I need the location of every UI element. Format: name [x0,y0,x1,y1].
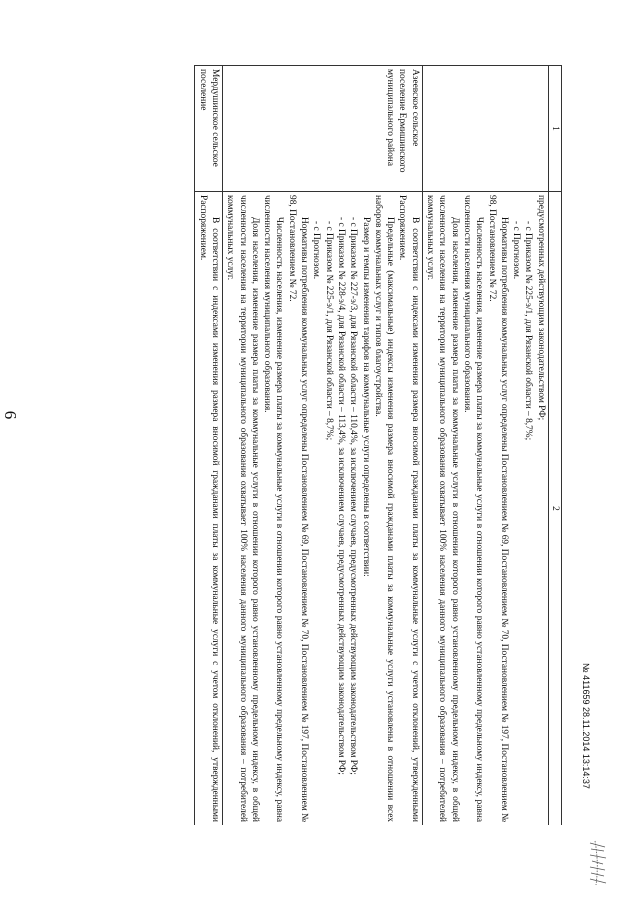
municipal-tariff-table [194,65,562,825]
table-header-row [548,66,561,826]
paragraph: Доля населения, изменение размера платы за коммунальные услуги в отношении которого равно установленному предельному индексу, в общей численности населения на территории муниципального образования охватывает 100% населения данного муниципального образования – потребителей коммунальных услуг. [225,195,260,822]
page-number: 6 [1,410,20,420]
paragraph: В соответствии с индексами изменения размера вносимой гражданами платы за коммунальные услуги с учетом отклонений, утвержденными Распоряжением. [197,195,220,822]
description-cell [422,192,548,826]
rotated-content [42,65,562,825]
paragraph: Размер и темпы изменения тарифов на коммунальные услуги определены в соответствии: [360,217,371,577]
paragraph: - с Приказом № 225-э/1, для Рязанской области – 8,7%; [323,221,334,441]
paragraph: - с Приказом № 228-э/4, для Рязанской области – 113,4%, за исключением случаев, предусмотренных действующим законодательством РФ; [335,217,346,775]
description-cell [222,192,422,826]
document-footer [581,623,621,893]
table-row [195,66,223,826]
signature-stamp [587,839,609,887]
document-id: № 411659 28.11.2014 13:14:37 [581,663,591,789]
paragraph: Численность населения, изменение размера платы за коммунальные услуги в отношении которого равно установленному предельному индексу, равна численности населения муниципального образования. [262,195,285,822]
header-col-2: 2 [548,192,561,826]
header-col-1: 1 [548,66,561,192]
description-cell [195,192,223,826]
paragraph: - с Прогнозом. [511,221,522,280]
municipality-cell [422,66,548,192]
paragraph: Нормативы потребления коммунальных услуг определены Постановлением № 69, Постановлением № 70, Постановлением № 197, Постановлением № 98, Постановлением № 72. [286,195,310,822]
municipality-cell: Мердушинское сельское поселение [195,66,223,192]
paragraph: Доля населения, изменение размера платы за коммунальные услуги в отношении которого равно установленному предельному индексу, в общей численности населения на территории муниципального образования охватывает 100% населения данного муниципального образования – потребителей коммунальных услуг. [425,195,460,822]
table-row [222,66,422,826]
paragraph: В соответствии с индексами изменения размера вносимой гражданами платы за коммунальные услуги с учетом отклонений, утвержденными Распоряжением. [397,195,420,822]
paragraph: предусмотренных действующим законодательством РФ; [535,195,546,421]
paragraph: - с Приказом № 225-э/1, для Рязанской области – 8,7%; [523,221,534,441]
paragraph: Нормативы потребления коммунальных услуг определены Постановлением № 69, Постановлением № 70, Постановлением № 197, Постановлением № 98, Постановлением № 72. [486,195,509,822]
table-row [422,66,548,826]
paragraph: - с Прогнозом. [311,221,322,280]
rotated-table-area [42,65,562,825]
paragraph: - с Приказом № 227-э/3, для Рязанской области – 110,4%, за исключением случаев, предусмотренных действующим законодательством РФ; [348,217,359,775]
paragraph: Численность населения, изменение размера платы за коммунальные услуги в отношении которого равно установленному предельному индексу, равна численности населения муниципального образования. [461,195,485,822]
paragraph: Предельные (максимальные) индексы изменения размера вносимой гражданами платы за коммунальные услуги установлены в отношении всех наборов коммунальных услуг и типов благоустройства. [372,195,396,822]
municipality-cell: Азеевское сельское поселение Ермишинского муниципального района [222,66,422,192]
